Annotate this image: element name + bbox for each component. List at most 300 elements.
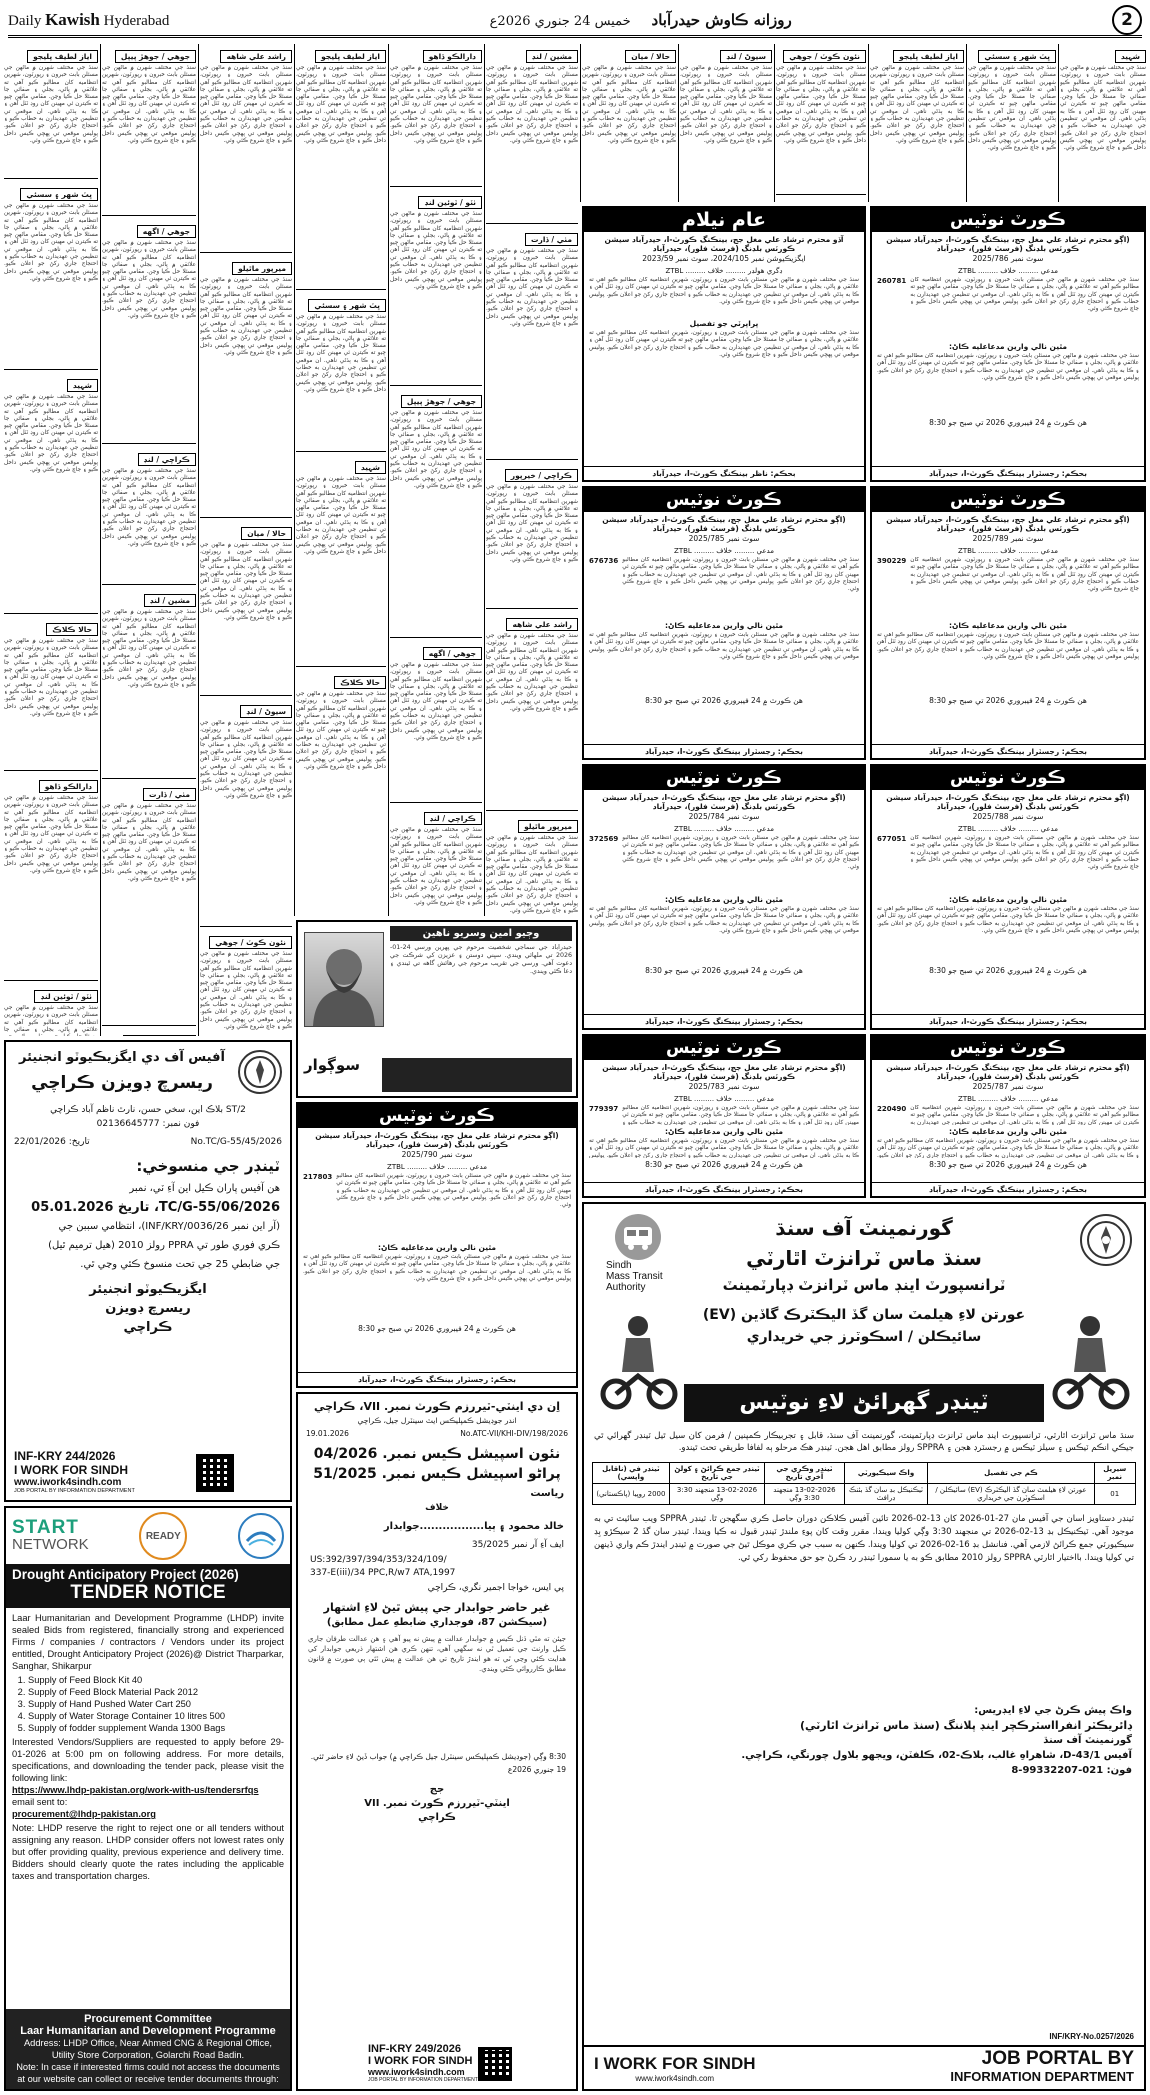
atc-iwork-url[interactable]: www.iwork4sindh.com: [368, 2067, 465, 2077]
article-headline: ڀٽ شهر ۽ سسئي: [20, 188, 98, 201]
news-column: [968, 44, 1056, 202]
article-text: سنڌ جي مختلف شهرن ۾ ماڻهن جي مسئلن بابت خبرون ۽ رپورٽون، شهرين انتظاميه کان مطالبو ڪيو آهي ته علائقي ۾ پاڻي، بجلي ۽ صفائي جا مسئلا حل ڪيا وڃن. مقامي ماڻهن چيو ته ڪيترن ئي مهينن کان روڊ ٽٽل آهن ۽ ڪا به ٻڌڻي ناهي. ان موقعي تي تنظيمن جي عهديدارن به خطاب ڪيو ۽ احتجاج جاري رکڻ جو اعلان ڪيو. پوليس موقعي تي پهچي ڪيس داخل ڪيو ۽ جاچ شروع ڪئي وئي.: [4, 638, 98, 717]
atc-city: ڪراچي: [418, 1812, 456, 1823]
article-text: سنڌ جي مختلف شهرن ۾ ماڻهن جي مسئلن بابت خبرون ۽ رپورٽون، شهرين انتظاميه کان مطالبو ڪيو آهي ته علائقي ۾ پاڻي، بجلي ۽ صفائي جا مسئلا حل ڪيا وڃن. مقامي ماڻهن چيو ته ڪيترن ئي مهينن کان روڊ ٽٽل آهن ۽ ڪا به ٻڌڻي ناهي. ان موقعي تي تنظيمن جي عهديدارن به خطاب ڪيو ۽ احتجاج جاري رکڻ جو اعلان ڪيو. پوليس موقعي تي پهچي ڪيس داخل ڪيو ۽ جاچ شروع ڪئي وئي.: [486, 248, 578, 327]
article-headline: ڀٽ شهر ۽ سسئي: [978, 50, 1056, 63]
inf-number: INF-KRY 244/2026: [14, 1449, 116, 1463]
atc-hearing: 8:30 وڳي (جوڊيشل ڪمپليڪس سينٽرل جيل ڪراچي ۾) جواب ڏيڻ لاءِ حاضر ٿئي.: [310, 1752, 566, 1761]
auction-case-no: ايگزيڪيوشن نمبر 2024/105، سوٽ نمبر 2023/59: [642, 254, 806, 263]
notice-text: سنڌ جي مختلف شهرن ۾ ماڻهن جي مسئلن بابت خبرون ۽ رپورٽون، شهرين انتظاميه کان مطالبو ڪيو آهي ته علائقي ۾ پاڻي، بجلي ۽ صفائي جا مسئلا حل ڪيا وڃن. مقامي ماڻهن چيو ته ڪيترن ئي مهينن کان روڊ ٽٽل آهن ۽ ڪا به ٻڌڻي ناهي. ان موقعي تي تنظيمن جي عهديدارن به خطاب ڪيو ۽ احتجاج جاري رکڻ جو اعلان ڪيو. پوليس موقعي تي پهچي ڪيس داخل ڪيو ۽ جاچ شروع ڪئي وئي.: [336, 1173, 571, 1209]
divider: [200, 252, 292, 253]
list-item: 4. Supply of Water Storage Container 10 litres 500: [28, 1710, 284, 1722]
table-cell: 13-02-2026 منجهند 3:30 وڳي: [765, 1484, 844, 1505]
notice-body: سنڌ جي مختلف شهرن ۾ ماڻهن جي مسئلن بابت خبرون ۽ رپورٽون، شهرين انتظاميه کان مطالبو ڪيو آهي ته علائقي ۾ پاڻي، بجلي ۽ صفائي جا مسئلا حل ڪيا وڃن. مقامي ماڻهن چيو ته ڪيترن ئي مهينن کان روڊ ٽٽل آهن ۽ ڪا به ٻڌڻي ناهي. ان موقعي تي تنظيمن جي عهديدارن به خطاب ڪيو ۽ احتجاج جاري رکڻ جو اعلان ڪيو. پوليس موقعي تي پهچي ڪيس داخل ڪيو ۽ جاچ شروع ڪئي وئي.: [877, 906, 1139, 934]
smta-footer: [584, 2045, 1144, 2089]
urdu-title: روزانه ڪاوش حيدرآباد: [651, 10, 792, 29]
article-headline: ڪراچي / لنڊ: [138, 453, 196, 466]
qr-code-icon: [196, 1454, 234, 1492]
article-text: سنڌ جي مختلف شهرن ۾ ماڻهن جي مسئلن بابت خبرون ۽ رپورٽون، شهرين انتظاميه کان مطالبو ڪيو آهي ته علائقي ۾ پاڻي، بجلي ۽ صفائي جا مسئلا حل ڪيا وڃن. مقامي ماڻهن چيو ته ڪيترن ئي مهينن کان روڊ ٽٽل آهن ۽ ڪا به ٻڌڻي ناهي. ان موقعي تي تنظيمن جي عهديدارن به خطاب ڪيو ۽ احتجاج جاري رکڻ جو اعلان ڪيو. پوليس موقعي تي پهچي ڪيس داخل ڪيو ۽ جاچ شروع ڪئي وئي.: [296, 476, 386, 555]
smta-iwork-url[interactable]: www.iwork4sindh.com: [635, 2073, 715, 2083]
smta-contact-5: فون: 021-99332207-8: [1011, 1765, 1132, 1776]
article-text: سنڌ جي مختلف شهرن ۾ ماڻهن جي مسئلن بابت خبرون ۽ رپورٽون، شهرين انتظاميه کان مطالبو ڪيو آهي ته علائقي ۾ پاڻي، بجلي ۽ صفائي جا مسئلا حل ڪيا وڃن. مقامي ماڻهن چيو ته ڪيترن ئي مهينن کان روڊ ٽٽل آهن ۽ ڪا به ٻڌڻي ناهي. ان موقعي تي تنظيمن جي عهديدارن به خطاب ڪيو ۽ احتجاج جاري رکڻ جو اعلان ڪيو. پوليس موقعي تي پهچي ڪيس داخل ڪيو ۽ جاچ شروع ڪئي وئي.: [390, 65, 482, 144]
portrait-icon: [305, 933, 383, 1026]
scooter-rider-left-icon: [598, 1310, 678, 1410]
column-divider: [198, 44, 199, 1036]
body-line-4: ڪري فوري طور تي PPRA رولز 2010 (هيل ترميم ٿيل): [48, 1240, 280, 1251]
signatory-city: ڪراچي: [123, 1320, 173, 1335]
article-headline: دارالڪو ڏاهو: [423, 50, 482, 63]
list-item: 1. Supply of Feed Block Kit 40: [28, 1674, 284, 1686]
article-text: سنڌ جي مختلف شهرن ۾ ماڻهن جي مسئلن بابت خبرون ۽ رپورٽون، شهرين انتظاميه کان مطالبو ڪيو آهي ته علائقي ۾ پاڻي، بجلي ۽ صفائي جا مسئلا حل ڪيا وڃن. مقامي ماڻهن چيو ته ڪيترن ئي مهينن کان روڊ ٽٽل آهن ۽ ڪا به ٻڌڻي ناهي. ان موقعي تي تنظيمن جي عهديدارن به خطاب ڪيو ۽ احتجاج جاري رکڻ جو اعلان ڪيو. پوليس موقعي تي پهچي ڪيس داخل ڪيو ۽ جاچ شروع ڪئي وئي.: [680, 65, 772, 144]
article-headline: ميرپور ماٿيلو: [232, 262, 292, 275]
auction-sub: پراپرٽي جو تفصيل: [689, 319, 759, 328]
notice-amount-row: [584, 1105, 864, 1125]
atc-ref: No.ATC-VII/KHI-DIV/198/2026: [460, 1429, 568, 1438]
brand-name: Kawish: [45, 9, 100, 29]
table-cell: ٽيڪنيڪل بڊ سان گڏ بئنڪ ڊرافٽ: [844, 1484, 928, 1505]
court-notice: [582, 764, 866, 1030]
article-headline: ٺٽو / ٽوئين لنڊ: [418, 196, 482, 209]
table-cell: 13-02-2026 منجهند 3:30 وڳي: [669, 1484, 764, 1505]
notice-foot: بحڪم: رجسٽرار بينڪنگ ڪورٽ-I، حيدرآباد: [584, 744, 864, 758]
notice-court: (اڳو محترم ترشاد علي مغل جج، بينڪنگ ڪورٽ-I، حيدرآباد سيشن ڪورٽس بلڊنگ (فرسٽ فلور)، حيدرآباد: [602, 1063, 846, 1081]
notice-court: (اڳو محترم ترشاد علي مغل جج، بينڪنگ ڪورٽ-I، حيدرآباد سيشن ڪورٽس بلڊنگ (فرسٽ فلور)، حيدرآباد: [602, 793, 846, 811]
column-divider: [388, 44, 389, 916]
table-header-cell: ٽينڊر في (ناقابل واپسي): [593, 1463, 670, 1484]
notice-case-no: سوٽ نمبر 2025/785: [688, 534, 760, 543]
news-column: [870, 44, 964, 202]
auction-court: آڏو محترم ترشاد علي مغل جج، بينڪنگ ڪورٽ-I، حيدرآباد سيشن ڪورٽس بلڊنگ (فرسٽ فلور)، حيدرآباد: [604, 235, 844, 253]
notice-amount-row: [872, 835, 1144, 893]
lhdp-items-list: [12, 1674, 284, 1734]
body-line-1: هن آفيس پاران ڪيل اين آءِ ٽي، نمبر: [129, 1183, 280, 1194]
divider: [390, 802, 482, 803]
smta-contact-4: آفيس D-43/1، شاهراهِ غالب، بلاڪ-02، ڪلفٽن، ويجهو بلاول چورنگي، ڪراچي.: [741, 1750, 1132, 1761]
obituary-verse: [382, 1058, 572, 1092]
atc-iwork-label: I WORK FOR SINDH: [368, 2055, 473, 2067]
article-headline: ٺٽو / ٽوئين لنڊ: [34, 990, 98, 1003]
lhdp-logo-icon: [238, 1513, 284, 1559]
ref-number: No.TC/G-55/45/2026: [190, 1137, 282, 1147]
divider: [4, 178, 98, 179]
notice-text: سنڌ جي مختلف شهرن ۾ ماڻهن جي مسئلن بابت خبرون ۽ رپورٽون، شهرين انتظاميه کان مطالبو ڪيو آهي ته علائقي ۾ پاڻي، بجلي ۽ صفائي جا مسئلا حل ڪيا وڃن. مقامي ماڻهن چيو ته ڪيترن ئي مهينن کان روڊ ٽٽل آهن ۽ ڪا به ٻڌڻي ناهي. ان موقعي تي تنظيمن جي عهديدارن به خطاب ڪيو ۽ احتجاج جاري رکڻ جو اعلان ڪيو. پوليس موقعي تي پهچي ڪيس داخل ڪيو ۽ جاچ شروع ڪئي وئي.: [910, 835, 1139, 871]
table-cell: 2000 روپيا (پاڪستاني): [593, 1484, 670, 1505]
notice-banner: ڪورٽ نوٽيس: [872, 488, 1144, 512]
atc-versus: خلاف: [425, 1503, 449, 1513]
article-text: سنڌ جي مختلف شهرن ۾ ماڻهن جي مسئلن بابت خبرون ۽ رپورٽون، شهرين انتظاميه کان مطالبو ڪيو آهي ته علائقي ۾ پاڻي، بجلي ۽ صفائي جا مسئلا حل ڪيا وڃن. مقامي ماڻهن چيو ته ڪيترن ئي مهينن کان روڊ ٽٽل آهن ۽ ڪا به ٻڌڻي ناهي. ان موقعي تي تنظيمن جي عهديدارن به خطاب ڪيو ۽ احتجاج جاري رکڻ جو اعلان ڪيو. پوليس موقعي تي پهچي ڪيس داخل ڪيو ۽ جاچ شروع ڪئي وئي.: [486, 484, 578, 563]
atc-police-station: پي ايس، خواجا اجمير نگري، ڪراچي: [427, 1583, 564, 1593]
article-text: سنڌ جي مختلف شهرن ۾ ماڻهن جي مسئلن بابت خبرون ۽ رپورٽون، شهرين انتظاميه کان مطالبو ڪيو آهي ته علائقي ۾ پاڻي، بجلي ۽ صفائي جا: [4, 1005, 98, 1033]
article-headline: حالا / ميان: [625, 50, 676, 63]
article-text: سنڌ جي مختلف شهرن ۾ ماڻهن جي مسئلن بابت خبرون ۽ رپورٽون، شهرين انتظاميه کان مطالبو ڪيو آهي ته علائقي ۾ پاڻي، بجلي ۽ صفائي جا مسئلا حل ڪيا وڃن. مقامي ماڻهن چيو ته ڪيترن ئي مهينن کان روڊ ٽٽل آهن ۽ ڪا به ٻڌڻي ناهي. ان موقعي تي تنظيمن جي عهديدارن به خطاب ڪيو ۽ احتجاج جاري رکڻ جو اعلان ڪيو. پوليس موقعي تي پهچي ڪيس داخل ڪيو ۽ جاچ شروع ڪئي وئي.: [200, 65, 292, 144]
divider: [4, 980, 98, 981]
ref-row: [6, 1129, 290, 1147]
atc-ref-row: [298, 1425, 576, 1442]
sindh-govt-seal-icon: [238, 1050, 282, 1094]
notice-sub: مٿين نالي وارين مدعاعليه ڪاڻ:: [664, 621, 784, 630]
article-headline: سيوڻ / لنڊ: [240, 705, 292, 718]
brand-line: [8, 10, 169, 30]
lhdp-footnote: Note: In case if interested firms could not access the documents at our website can collect or receive tender documents through:: [16, 2062, 280, 2084]
ready-logo: [139, 1512, 187, 1560]
article-headline: مٺي / ڏارت: [525, 233, 578, 246]
body-line-2: TC/G-55/06/2026، تاريخ 05.01.2026: [31, 1200, 280, 1215]
article-headline: نئون ڪوٽ / جوهي: [783, 50, 866, 63]
article-headline: جوهي / جوهڙ پيپل: [115, 50, 196, 63]
issue-date: خميس 24 جنوري 2026ع: [489, 13, 631, 29]
atc-inf: INF-KRY 249/2026: [368, 2043, 461, 2055]
article-headline: [123, 1035, 196, 1036]
smta-logo-3: Authority: [606, 1282, 646, 1293]
smta-logo-1: Sindh: [606, 1260, 632, 1271]
article-headline: ڪراچي / خيرپور: [505, 469, 578, 482]
notice-foot: بحڪم: رجسٽرار بينڪنگ ڪورٽ-I، حيدرآباد: [872, 466, 1144, 480]
notice-amount-row: [584, 557, 864, 619]
article-headline: مشين / لنڊ: [144, 594, 196, 607]
column-divider: [966, 44, 967, 202]
atc-notice: [296, 1392, 578, 2091]
lhdp-note: Note: LHDP reserve the right to reject one or all tenders without assigning any reason. LHDP consider offers not lowest rates only but offer providing quality, previous experience and delivery time. Bidders should clearly quote the rates including the applicable taxes and transportation charges.: [12, 1823, 284, 1881]
notice-amount-row: [872, 277, 1144, 340]
atc-judge: جج: [429, 1784, 445, 1795]
article-headline: سيوڻ / لنڊ: [720, 50, 772, 63]
column-divider: [580, 44, 581, 202]
article-headline: شہيد: [1115, 50, 1146, 63]
smta-govt-seal-icon: [1080, 1214, 1132, 1266]
notice-amount: 260781: [877, 277, 907, 285]
article-text: سنڌ جي مختلف شهرن ۾ ماڻهن جي مسئلن بابت خبرون ۽ رپورٽون، شهرين انتظاميه کان مطالبو ڪيو آهي ته علائقي ۾ پاڻي، بجلي ۽ صفائي جا مسئلا حل ڪيا وڃن. مقامي ماڻهن چيو ته ڪيترن ئي مهينن کان روڊ ٽٽل آهن ۽ ڪا به ٻڌڻي ناهي. ان موقعي تي تنظيمن جي عهديدارن به خطاب ڪيو ۽ احتجاج جاري رکڻ جو اعلان ڪيو. پوليس موقعي تي پهچي ڪيس داخل ڪيو ۽ جاچ شروع ڪئي وئي.: [486, 835, 578, 914]
notice-court: (اڳو محترم ترشاد علي مغل جج، بينڪنگ ڪورٽ-I، حيدرآباد سيشن ڪورٽس بلڊنگ (فرسٽ فلور)، حيدرآباد: [886, 793, 1130, 811]
divider: [486, 223, 578, 224]
body-line-5: جي ضابطي 25 جي تحت منسوخ ڪئي وڃي ٿي.: [80, 1259, 280, 1270]
news-column: [776, 44, 866, 202]
table-cell: 01: [1094, 1484, 1135, 1505]
signatory-division: ريسرچ ڊويزن: [105, 1301, 191, 1316]
article-text: سنڌ جي مختلف شهرن ۾ ماڻهن جي مسئلن بابت خبرون ۽ رپورٽون، شهرين انتظاميه کان مطالبو ڪيو آهي ته علائقي ۾ پاڻي، بجلي ۽ صفائي جا مسئلا حل ڪيا وڃن. مقامي ماڻهن چيو ته ڪيترن ئي مهينن کان روڊ ٽٽل آهن ۽ ڪا به ٻڌڻي ناهي. ان موقعي تي تنظيمن جي عهديدارن به خطاب ڪيو ۽ احتجاج جاري رکڻ جو اعلان ڪيو. پوليس موقعي تي پهچي ڪيس داخل ڪيو ۽ جاچ شروع ڪئي وئي.: [390, 410, 482, 489]
smta-contact: [584, 1697, 1144, 1778]
article-text: سنڌ جي مختلف شهرن ۾ ماڻهن جي مسئلن بابت خبرون ۽ رپورٽون، شهرين انتظاميه کان مطالبو ڪيو آهي ته علائقي ۾ پاڻي، بجلي ۽ صفائي جا مسئلا حل ڪيا وڃن. مقامي ماڻهن چيو ته ڪيترن ئي مهينن کان روڊ ٽٽل آهن ۽ ڪا به ٻڌڻي ناهي. ان موقعي تي تنظيمن جي عهديدارن به خطاب ڪيو ۽ احتجاج جاري رکڻ جو اعلان ڪيو. پوليس موقعي تي پهچي ڪيس داخل ڪيو ۽ جاچ شروع ڪئي وئي.: [582, 65, 676, 144]
atc-case-old: پراڻو اسپيشل ڪيس نمبر. 51/2025: [313, 1466, 561, 1482]
article-text: سنڌ جي مختلف شهرن ۾ ماڻهن جي مسئلن بابت خبرون ۽ رپورٽون، شهرين انتظاميه کان مطالبو ڪيو آهي ته علائقي ۾ پاڻي، بجلي ۽ صفائي جا مسئلا حل ڪيا وڃن. مقامي ماڻهن چيو ته ڪيترن ئي مهينن کان روڊ ٽٽل آهن ۽ ڪا به ٻڌڻي ناهي. ان موقعي تي تنظيمن جي عهديدارن به خطاب ڪيو ۽ احتجاج جاري رکڻ جو اعلان ڪيو. پوليس موقعي تي پهچي ڪيس داخل ڪيو ۽ جاچ شروع ڪئي وئي.: [102, 609, 196, 688]
notice-foot: بحڪم: رجسٽرار بينڪنگ ڪورٽ-I، حيدرآباد: [872, 1014, 1144, 1028]
atc-sections-2: 337-E(iii)/34 PPC,R/w7 ATA,1997: [310, 1568, 456, 1578]
office-address: ST/2 بلاڪ اين، سخي حسن، نارٿ ناظم آباد ڪراچي: [50, 1105, 246, 1115]
office-phone: [6, 1119, 290, 1129]
divider: [486, 810, 578, 811]
notice-date: هن ڪورٽ ۾ 24 فيبروري 2026 تي صبح جو 8:30: [358, 1324, 516, 1333]
notice-body: سنڌ جي مختلف شهرن ۾ ماڻهن جي مسئلن بابت خبرون ۽ رپورٽون، شهرين انتظاميه کان مطالبو ڪيو آهي ته علائقي ۾ پاڻي، بجلي ۽ صفائي جا مسئلا حل ڪيا وڃن. مقامي ماڻهن چيو ته ڪيترن ئي مهينن کان روڊ ٽٽل آهن ۽ ڪا به ٻڌڻي ناهي. ان موقعي تي تنظيمن جي عهديدارن به خطاب ڪيو ۽ احتجاج جاري رکڻ جو اعلان ڪيو. پوليس موقعي تي پهچي ڪيس داخل ڪيو ۽ جاچ شروع ڪئي وئي.: [877, 632, 1139, 660]
atc-qr-code-icon: [478, 2047, 512, 2081]
notice-party: ZTBL ......... مدعي ......... خلاف: [958, 547, 1058, 555]
divider: [390, 186, 482, 187]
article-text: سنڌ جي مختلف شهرن ۾ ماڻهن جي مسئلن بابت خبرون ۽ رپورٽون، شهرين انتظاميه کان مطالبو ڪيو آهي ته علائقي ۾ پاڻي، بجلي ۽ صفائي جا مسئلا حل ڪيا وڃن. مقامي ماڻهن چيو ته ڪيترن ئي مهينن کان روڊ ٽٽل آهن ۽ ڪا به ٻڌڻي ناهي. ان موقعي تي تنظيمن جي عهديدارن به خطاب ڪيو ۽ احتجاج جاري رکڻ جو اعلان ڪيو. پوليس موقعي تي پهچي ڪيس داخل ڪيو ۽ جاچ شروع ڪئي وئي.: [870, 65, 964, 144]
court-notice: [582, 1034, 866, 1198]
notice-sub: مٿين نالي وارين مدعاعليه ڪاڻ:: [948, 621, 1068, 630]
article-headline: حالا ڪلاڪ: [46, 623, 98, 636]
smta-portal-1: JOB PORTAL BY: [981, 2048, 1134, 2069]
article-headline: جوهي / اگهه: [137, 225, 196, 238]
smta-terms: ٽينڊر دستاويز اسان جي آفيس مان 27-01-2026 کان 13-02-2026 تائين آفيس ڪلاڪن دوران حاصل ڪري سگهجن ٿا. ٽينڊر SPPRA ويب سائيٽ تي به موجود آهي. ٽيڪنيڪل بڊ 13-02-2026 تي منجهند 3:30 وڳي کوليا ويندا. مقرر وقت کان پوءِ ملندڙ ٽينڊر قبول نه ڪيا ويندا. ٽينڊر سان گڏ 2 سيڪڙو بِڊ سيڪيورٽي جمع ڪرائڻ لازمي آهي. فنانشل بڊ 16-02-2026 تي کوليا ويندا. ڪنهن به سبب جي ڪري موڪل ٿيڻ جي صورت ۾ ٽينڊر ايندڙ ڪم واري ڏينهن تي کوليا ويندا. بااختيار اٿارٽي SPPRA رولز 2010 مطابق ڪو به يا سمورا ٽينڊر رد ڪرڻ جو حق محفوظ رکي ٿي.: [594, 1514, 1134, 1563]
iwork-block: [14, 1449, 194, 1494]
atc-case-new: نئون اسپيشل ڪيس نمبر. 04/2026: [313, 1446, 561, 1462]
article-text: سنڌ جي مختلف شهرن ۾ ماڻهن جي مسئلن بابت خبرون ۽ رپورٽون، شهرين انتظاميه کان مطالبو ڪيو آهي ته علائقي ۾ پاڻي، بجلي ۽ صفائي جا مسئلا حل ڪيا وڃن. مقامي ماڻهن چيو ته ڪيترن ئي مهينن کان روڊ ٽٽل آهن ۽ ڪا به ٻڌڻي ناهي. ان موقعي تي تنظيمن جي عهديدارن به خطاب ڪيو ۽ احتجاج جاري رکڻ جو اعلان ڪيو. پوليس موقعي تي پهچي ڪيس داخل ڪيو ۽ جاچ شروع ڪئي وئي.: [4, 203, 98, 282]
portal-label: JOB PORTAL BY INFORMATION DEPARTMENT: [14, 1488, 135, 1494]
article-text: سنڌ جي مختلف شهرن ۾ ماڻهن جي مسئلن بابت خبرون ۽ رپورٽون، شهرين انتظاميه کان مطالبو ڪيو آهي ته علائقي ۾ پاڻي، بجلي ۽ صفائي جا مسئلا حل ڪيا وڃن. مقامي ماڻهن چيو ته ڪيترن ئي مهينن کان روڊ ٽٽل آهن ۽ ڪا به ٻڌڻي ناهي. ان موقعي تي تنظيمن جي عهديدارن به خطاب ڪيو ۽ احتجاج جاري رکڻ جو اعلان ڪيو. پوليس موقعي تي پهچي ڪيس داخل ڪيو ۽ جاچ شروع ڪئي وئي.: [200, 277, 292, 356]
article-headline: حالا / ميان: [241, 527, 292, 540]
notice-sub: مٿين نالي وارين مدعاعليه ڪاڻ:: [948, 342, 1068, 351]
notice-case-no: سوٽ نمبر 2025/783: [688, 1082, 760, 1091]
smta-dept: ٽرانسپورٽ اينڊ ماس ٽرانزٽ ڊپارٽمينٽ: [722, 1276, 1006, 1294]
article-headline: جوهي / اگهه: [423, 647, 482, 660]
smta-portal: [950, 2050, 1134, 2086]
table-header-cell: سيريل نمبر: [1094, 1463, 1135, 1484]
notice-court: (اڳو محترم ترشاد علي مغل جج، بينڪنگ ڪورٽ-I، حيدرآباد سيشن ڪورٽس بلڊنگ (فرسٽ فلور)، حيدرآباد: [602, 515, 846, 533]
lhdp-org: Laar Humanitarian and Development Programme: [20, 2025, 276, 2037]
smta-tender: [582, 1202, 1146, 2091]
iwork-url[interactable]: www.iwork4sindh.com: [14, 1477, 122, 1488]
notice-case-no: سوٽ نمبر 2025/787: [972, 1082, 1044, 1091]
divider: [200, 926, 292, 927]
article-text: سنڌ جي مختلف شهرن ۾ ماڻهن جي مسئلن بابت خبرون ۽ رپورٽون، شهرين انتظاميه کان مطالبو ڪيو آهي ته علائقي ۾ پاڻي، بجلي ۽ صفائي جا مسئلا حل ڪيا وڃن. مقامي ماڻهن چيو ته ڪيترن ئي مهينن کان روڊ ٽٽل آهن ۽ ڪا به ٻڌڻي ناهي. ان موقعي تي تنظيمن جي عهديدارن به خطاب ڪيو ۽ احتجاج جاري رکڻ جو اعلان ڪيو. پوليس موقعي تي پهچي ڪيس داخل ڪيو ۽ جاچ شروع ڪئي وئي.: [1060, 65, 1146, 152]
notice-body: سنڌ جي مختلف شهرن ۾ ماڻهن جي مسئلن بابت خبرون ۽ رپورٽون، شهرين انتظاميه کان مطالبو ڪيو آهي ته علائقي ۾ پاڻي، بجلي ۽ صفائي جا مسئلا حل ڪيا وڃن. مقامي ماڻهن چيو ته ڪيترن ئي مهينن کان روڊ ٽٽل آهن ۽ ڪا به ٻڌڻي ناهي. ان موقعي تي تنظيمن جي عهديدارن به خطاب ڪيو ۽ احتجاج جاري رکڻ جو اعلان ڪيو.: [877, 1138, 1139, 1158]
notice-amount: 220490: [877, 1105, 907, 1113]
notice-body: سنڌ جي مختلف شهرن ۾ ماڻهن جي مسئلن بابت خبرون ۽ رپورٽون، شهرين انتظاميه کان مطالبو ڪيو آهي ته علائقي ۾ پاڻي، بجلي ۽ صفائي جا مسئلا حل ڪيا وڃن. مقامي ماڻهن چيو ته ڪيترن ئي مهينن کان روڊ ٽٽل آهن ۽ ڪا به ٻڌڻي ناهي. ان موقعي تي تنظيمن جي عهديدارن به خطاب ڪيو ۽ احتجاج جاري رکڻ جو اعلان ڪيو. پوليس موقعي تي پهچي ڪيس داخل ڪيو ۽ جاچ شروع ڪئي وئي.: [589, 906, 859, 934]
notice-banner: ڪورٽ نوٽيس: [298, 1104, 576, 1128]
article-headline: راشد علي شاهه: [506, 618, 578, 631]
notice-date: هن ڪورٽ ۾ 24 فيبروري 2026 تي صبح جو 8:30: [645, 696, 803, 705]
notice-foot: بحڪم: رجسٽرار بينڪنگ ڪورٽ-I، حيدرآباد: [872, 744, 1144, 758]
cancellation-title: ٽينڊر جي منسوخي:: [136, 1157, 280, 1175]
table-row: [593, 1484, 1136, 1505]
atc-body: جيئن ته مٿي ڏنل ڪيس ۾ جوابدار عدالت ۾ پيش نه پيو آهي ۽ هن عدالت طرفان جاري ڪيل وارنٽ جي تعميل ٿي نه سگهي آهي، تنهن ڪري هن اشتهار ذريعي جوابدار کي هدايت ڪئي وڃي ٿي ته هو ايندڙ تاريخ تي هن عدالت ۾ پيش ٿئي ٻي صورت ۾ قانون مطابق ڪارروائي ڪئي ويندي.: [308, 1635, 566, 1673]
lhdp-email[interactable]: procurement@lhdp-pakistan.org: [12, 1809, 156, 1819]
notice-amount-row: [872, 1105, 1144, 1125]
article-headline: حالا ڪلاڪ: [334, 676, 386, 689]
article-text: سنڌ جي مختلف شهرن ۾ ماڻهن جي مسئلن بابت خبرون ۽ رپورٽون، شهرين انتظاميه کان مطالبو ڪيو آهي ته علائقي ۾ پاڻي، بجلي ۽ صفائي جا مسئلا حل ڪيا وڃن. مقامي ماڻهن چيو ته ڪيترن ئي مهينن کان روڊ ٽٽل آهن ۽ ڪا به ٻڌڻي ناهي. ان موقعي تي تنظيمن جي عهديدارن به خطاب ڪيو ۽ احتجاج جاري رکڻ جو اعلان ڪيو. پوليس موقعي تي پهچي ڪيس داخل ڪيو ۽ جاچ شروع ڪئي وئي.: [296, 691, 386, 770]
notice-foot: بحڪم: رجسٽرار بينڪنگ ڪورٽ-I، حيدرآباد: [584, 1014, 864, 1028]
notice-party: ZTBL ......... مدعي ......... خلاف: [958, 825, 1058, 833]
division-title: ريسرچ ڊويزن ڪراچي: [31, 1073, 213, 1093]
notice-banner: ڪورٽ نوٽيس: [872, 766, 1144, 790]
atc-fir: ايف آءِ آر نمبر 35/2025: [471, 1540, 564, 1550]
notice-date: هن ڪورٽ ۾ 24 فيبروري 2026 تي صبح جو 8:30: [645, 966, 803, 975]
notice-case-no: سوٽ نمبر 2025/786: [972, 254, 1044, 263]
smta-contact-2: ڊائريڪٽر انفرااسٽرڪچر اينڊ پلاننگ (سنڌ ماس ٽرانزٽ اٿارٽي): [800, 1719, 1132, 1732]
lhdp-address: Address: LHDP Office, Near Ahmed CNG & Regional Office, Utility Store Corporation, Golarchi Road Badin.: [23, 2038, 273, 2060]
notice-foot: بحڪم: رجسٽرار بينڪنگ ڪورٽ-I، حيدرآباد: [584, 1182, 864, 1196]
notice-text: سنڌ جي مختلف شهرن ۾ ماڻهن جي مسئلن بابت خبرون ۽ رپورٽون، شهرين انتظاميه کان مطالبو ڪيو آهي ته علائقي ۾ پاڻي، بجلي ۽ صفائي جا مسئلا حل ڪيا وڃن. مقامي ماڻهن چيو ته ڪيترن ئي مهينن کان روڊ ٽٽل آهن ۽ ڪا به ٻڌڻي ناهي. ان موقعي تي تنظيمن جي عهديدارن به خطاب ڪيو ۽ احتجاج جاري رکڻ جو اعلان ڪيو. پوليس موقعي تي پهچي ڪيس داخل ڪيو ۽ جاچ شروع ڪئي وئي.: [622, 835, 859, 871]
smta-inf: INF/KRY-No.0257/2026: [1049, 2032, 1134, 2041]
smta-contact-3: گورنمينٽ آف سنڌ: [1043, 1735, 1132, 1746]
date-value: 22/01/2026: [14, 1137, 66, 1147]
article-headline: اياز لطيف پليجو: [27, 50, 98, 63]
article-text: سنڌ جي مختلف شهرن ۾ ماڻهن جي مسئلن بابت خبرون ۽ رپورٽون، شهرين انتظاميه کان مطالبو ڪيو آهي ته علائقي ۾ پاڻي، بجلي ۽ صفائي جا مسئلا حل ڪيا وڃن. مقامي ماڻهن چيو ته ڪيترن ئي مهينن کان روڊ ٽٽل آهن ۽ ڪا به ٻڌڻي ناهي. ان موقعي تي تنظيمن جي عهديدارن به خطاب ڪيو ۽ احتجاج جاري رکڻ جو اعلان ڪيو. پوليس موقعي تي پهچي ڪيس داخل ڪيو ۽ جاچ شروع ڪئي وئي.: [102, 803, 196, 882]
smta-logo-2: Mass Transit: [606, 1271, 663, 1282]
notice-sub: مٿين نالي وارين مدعاعليه ڪاڻ:: [664, 1127, 784, 1136]
article-text: سنڌ جي مختلف شهرن ۾ ماڻهن جي مسئلن بابت خبرون ۽ رپورٽون، شهرين انتظاميه کان مطالبو ڪيو آهي ته علائقي ۾ پاڻي، بجلي ۽ صفائي جا مسئلا حل ڪيا وڃن. مقامي ماڻهن چيو ته ڪيترن ئي مهينن کان روڊ ٽٽل آهن ۽ ڪا به ٻڌڻي ناهي. ان موقعي تي تنظيمن جي عهديدارن به خطاب ڪيو ۽ احتجاج جاري رکڻ جو اعلان ڪيو. پوليس موقعي تي پهچي ڪيس داخل ڪيو ۽ جاچ شروع ڪئي وئي.: [200, 542, 292, 621]
smta-iwork: [594, 2054, 756, 2083]
signatory-title: ايگزيڪيوٽو انجنيئر: [89, 1282, 207, 1297]
smta-portal-2: INFORMATION DEPARTMENT: [950, 2069, 1134, 2084]
notice-case-no: سوٽ نمبر 2025/784: [688, 812, 760, 821]
auction-foot: بحڪم: ناظر بينڪنگ ڪورٽ-I، حيدرآباد: [584, 466, 864, 480]
divider: [4, 613, 98, 614]
article-text: سنڌ جي مختلف شهرن ۾ ماڻهن جي مسئلن بابت خبرون ۽ رپورٽون، شهرين انتظاميه کان مطالبو ڪيو آهي ته علائقي ۾ پاڻي، بجلي ۽ صفائي جا مسئلا حل ڪيا وڃن. مقامي ماڻهن چيو ته ڪيترن ئي مهينن کان روڊ ٽٽل آهن ۽ ڪا به ٻڌڻي ناهي. ان موقعي تي تنظيمن جي عهديدارن به خطاب ڪيو ۽ احتجاج جاري رکڻ جو اعلان ڪيو. پوليس موقعي تي پهچي ڪيس داخل ڪيو ۽ جاچ شروع ڪئي وئي.: [390, 662, 482, 741]
divider: [296, 451, 386, 452]
phone-number: 02136645777: [96, 1119, 160, 1129]
notice-text: سنڌ جي مختلف شهرن ۾ ماڻهن جي مسئلن بابت خبرون ۽ رپورٽون، شهرين انتظاميه کان مطالبو ڪيو آهي ته علائقي ۾ پاڻي، بجلي ۽ صفائي جا مسئلا حل ڪيا وڃن. مقامي ماڻهن چيو ته ڪيترن ئي مهينن کان روڊ ٽٽل آهن ۽ ڪا به ٻڌڻي ناهي. ان موقعي تي تنظيمن جي عهديدارن به خطاب ڪيو ۽ احتجاج جاري رکڻ جو اعلان ڪيو. پوليس موقعي تي پهچي ڪيس داخل ڪيو ۽ جاچ شروع ڪئي وئي.: [622, 557, 859, 593]
news-column: [680, 44, 772, 202]
divider: [200, 695, 292, 696]
notice-amount: 390229: [877, 557, 907, 565]
masthead: [8, 4, 1142, 38]
notice-amount: 372569: [589, 835, 619, 843]
obituary-text: حيدرآباد جي سماجي شخصيت مرحوم جي پهرين ورسي 24-01-2026 تي ملهائي ويندي. سڀني دوستن ۽ عزيزن کي شرڪت جي دعوت آهي. ورسي جي تقريب مرحوم جي رهائش گاهه تي ٿيندي ۽ دعا ڪئي ويندي.: [390, 944, 572, 975]
notice-date: هن ڪورٽ ۾ 24 فيبروري 2026 تي صبح جو 8:30: [929, 1160, 1087, 1169]
news-column: [200, 44, 292, 1036]
lhdp-tender: [4, 1506, 292, 2091]
table-header-cell: ڪم جي تفصيل: [928, 1463, 1094, 1484]
notice-body: سنڌ جي مختلف شهرن ۾ ماڻهن جي مسئلن بابت خبرون ۽ رپورٽون، شهرين انتظاميه کان مطالبو ڪيو آهي ته علائقي ۾ پاڻي، بجلي ۽ صفائي جا مسئلا حل ڪيا وڃن. مقامي ماڻهن چيو ته ڪيترن ئي مهينن کان روڊ ٽٽل آهن ۽ ڪا به ٻڌڻي ناهي. ان موقعي تي تنظيمن جي عهديدارن به خطاب ڪيو ۽ احتجاج جاري رکڻ جو اعلان ڪيو. پوليس موقعي تي پهچي ڪيس داخل ڪيو ۽ جاچ شروع ڪئي وئي.: [303, 1254, 571, 1282]
divider: [296, 666, 386, 667]
article-text: سنڌ جي مختلف شهرن ۾ ماڻهن جي مسئلن بابت خبرون ۽ رپورٽون، شهرين انتظاميه کان مطالبو ڪيو آهي ته علائقي ۾ پاڻي، بجلي ۽ صفائي جا مسئلا حل ڪيا وڃن. مقامي ماڻهن چيو ته ڪيترن ئي مهينن کان روڊ ٽٽل آهن ۽ ڪا به ٻڌڻي ناهي. ان موقعي تي تنظيمن جي عهديدارن به خطاب ڪيو ۽ احتجاج جاري رکڻ جو اعلان ڪيو. پوليس موقعي تي پهچي ڪيس داخل ڪيو ۽ جاچ شروع ڪئي وئي.: [486, 633, 578, 712]
divider: [4, 369, 98, 370]
article-headline: دارالڪو ڏاهو: [39, 780, 98, 793]
notice-foot: بحڪم: رجسٽرار بينڪنگ ڪورٽ-I، حيدرآباد: [298, 1372, 576, 1386]
article-text: سنڌ جي مختلف شهرن ۾ ماڻهن جي مسئلن بابت خبرون ۽ رپورٽون، شهرين انتظاميه کان مطالبو ڪيو آهي ته علائقي ۾ پاڻي، بجلي ۽ صفائي جا مسئلا حل ڪيا وڃن. مقامي ماڻهن چيو ته ڪيترن ئي مهينن کان روڊ ٽٽل آهن ۽ ڪا به ٻڌڻي ناهي. ان موقعي تي تنظيمن جي عهديدارن به خطاب ڪيو ۽ احتجاج جاري رکڻ جو اعلان ڪيو. پوليس موقعي تي پهچي ڪيس داخل ڪيو ۽ جاچ شروع ڪئي وئي.: [296, 65, 386, 144]
notice-banner: ڪورٽ نوٽيس: [872, 1036, 1144, 1060]
brand-prefix: Daily: [8, 12, 42, 29]
iwork-label: I WORK FOR SINDH: [14, 1463, 128, 1477]
brand-city: Hyderabad: [103, 12, 170, 29]
news-column: [102, 44, 196, 1036]
article-headline: جوهي / جوهڙ پيپل: [401, 395, 482, 408]
notice-body: سنڌ جي مختلف شهرن ۾ ماڻهن جي مسئلن بابت خبرون ۽ رپورٽون، شهرين انتظاميه کان مطالبو ڪيو آهي ته علائقي ۾ پاڻي، بجلي ۽ صفائي جا مسئلا حل ڪيا وڃن. مقامي ماڻهن چيو ته ڪيترن ئي مهينن کان روڊ ٽٽل آهن ۽ ڪا به ٻڌڻي ناهي. ان موقعي تي تنظيمن جي عهديدارن به خطاب ڪيو ۽ احتجاج جاري رکڻ جو اعلان ڪيو. پوليس موقعي تي پهچي ڪيس داخل ڪيو ۽ جاچ شروع ڪئي وئي.: [589, 632, 859, 660]
smta-iwork-label: I WORK FOR SINDH: [594, 2053, 756, 2073]
divider: [4, 770, 98, 771]
lhdp-committee: Procurement Committee: [84, 2013, 212, 2025]
lhdp-header: Drought Anticipatory Project (2026): [12, 1567, 239, 1582]
article-text: سنڌ جي مختلف شهرن ۾ ماڻهن جي مسئلن بابت خبرون ۽ رپورٽون، شهرين انتظاميه کان مطالبو ڪيو آهي ته علائقي ۾ پاڻي، بجلي ۽ صفائي جا مسئلا حل ڪيا وڃن. مقامي ماڻهن چيو ته ڪيترن ئي مهينن کان روڊ ٽٽل آهن ۽ ڪا به ٻڌڻي ناهي. ان موقعي تي تنظيمن جي عهديدارن به خطاب ڪيو ۽ احتجاج جاري رکڻ جو اعلان ڪيو. پوليس موقعي تي پهچي ڪيس داخل ڪيو ۽ جاچ شروع ڪئي وئي.: [200, 720, 292, 799]
notice-party: ZTBL ......... مدعي ......... خلاف: [674, 1095, 774, 1103]
article-headline: راشد علي شاهه: [220, 50, 292, 63]
atc-given-date: 19 جنوري 2026ع: [507, 1765, 566, 1774]
notice-party: ZTBL ......... مدعي ......... خلاف: [674, 825, 774, 833]
office-title: آفيس آف دي ايگزيڪيوٽو انجنيئر: [19, 1050, 225, 1065]
notice-court: (اڳو محترم ترشاد علي مغل جج، بينڪنگ ڪورٽ-I، حيدرآباد سيشن ڪورٽس بلڊنگ (فرسٽ فلور)، حيدرآباد: [315, 1131, 559, 1149]
notice-foot: بحڪم: رجسٽرار بينڪنگ ڪورٽ-I، حيدرآباد: [872, 1182, 1144, 1196]
obituary-title: سوڳوار: [304, 1056, 361, 1074]
table-header-cell: ٽينڊر وڪري جي آخري تاريخ: [765, 1463, 844, 1484]
news-column: [4, 44, 98, 1036]
obituary-photo: [304, 932, 384, 1027]
phone-label: فون نمبر:: [162, 1119, 200, 1129]
article-headline: ڪراچي / لنڊ: [424, 812, 482, 825]
article-headline: ڀٽ شهر ۽ سسئي: [308, 299, 386, 312]
article-text: سنڌ جي مختلف شهرن ۾ ماڻهن جي مسئلن بابت خبرون ۽ رپورٽون، شهرين انتظاميه کان مطالبو ڪيو آهي ته علائقي ۾ پاڻي، بجلي ۽ صفائي جا مسئلا حل ڪيا وڃن. مقامي ماڻهن چيو ته ڪيترن ئي مهينن کان روڊ ٽٽل آهن ۽ ڪا به ٻڌڻي ناهي. ان موقعي تي تنظيمن جي عهديدارن به خطاب ڪيو ۽ احتجاج جاري رکڻ جو اعلان ڪيو. پوليس موقعي تي پهچي ڪيس داخل ڪيو ۽ جاچ شروع ڪئي وئي.: [390, 827, 482, 906]
article-headline: ميرپور ماٿيلو: [518, 820, 578, 833]
atc-notice-title: غير حاضر جوابدار جي پيش ٿيڻ لاءِ اشتهار: [323, 1601, 551, 1614]
atc-notice-sub: (سيڪشن 87، فوجداري ضابطهِ عمل مطابق): [326, 1617, 548, 1628]
court-notice: [870, 206, 1146, 482]
divider: [776, 194, 866, 195]
column-divider: [868, 44, 869, 202]
column-divider: [774, 44, 775, 202]
news-column: [390, 44, 482, 916]
notice-sub: مٿين نالي وارين مدعاعليه ڪاڻ:: [948, 895, 1068, 904]
logo-start: START: [12, 1517, 79, 1538]
article-headline: شہيد: [67, 379, 98, 392]
lhdp-email-label: email sent to:: [12, 1797, 68, 1807]
smta-authority: سنڌ ماس ٽرانزٽ اٿارٽي: [746, 1246, 982, 1270]
article-headline: نئون ڪوٽ / جوهي: [209, 936, 292, 949]
atc-date: 19.01.2026: [306, 1429, 349, 1438]
atc-sections-1: US:392/397/394/353/324/109/: [310, 1555, 447, 1565]
notice-court: (اڳو محترم ترشاد علي مغل جج، بينڪنگ ڪورٽ-I، حيدرآباد سيشن ڪورٽس بلڊنگ (فرسٽ فلور)، حيدرآباد: [886, 1063, 1130, 1081]
smta-project: عورتن لاءِ هيلمٽ سان گڏ اليڪٽرڪ گاڏين (EV) سائيڪلن / اسڪوٽرز جي خريداري: [702, 1307, 1026, 1345]
logo-network: NETWORK: [12, 1536, 89, 1553]
smta-bus-icon: [615, 1214, 661, 1260]
lhdp-link[interactable]: https://www.lhdp-pakistan.org/work-with-us/tendersrfqs: [12, 1785, 259, 1795]
notice-party: ZTBL ......... مدعي ......... خلاف: [958, 1095, 1058, 1103]
smta-table-header: [593, 1463, 1136, 1484]
auction-body-2: سنڌ جي مختلف شهرن ۾ ماڻهن جي مسئلن بابت خبرون ۽ رپورٽون، شهرين انتظاميه کان مطالبو ڪيو آهي ته علائقي ۾ پاڻي، بجلي ۽ صفائي جا مسئلا حل ڪيا وڃن. مقامي ماڻهن چيو ته ڪيترن ئي مهينن کان روڊ ٽٽل آهن ۽ ڪا به ٻڌڻي ناهي. ان موقعي تي تنظيمن جي عهديدارن به خطاب ڪيو ۽ احتجاج جاري رکڻ جو اعلان ڪيو. پوليس موقعي تي پهچي ڪيس داخل ڪيو ۽ جاچ شروع ڪئي وئي.: [589, 330, 859, 358]
lhdp-footer: [6, 2009, 290, 2089]
article-headline: شہيد: [355, 461, 386, 474]
notice-date: هن ڪورٽ ۾ 24 فيبروري 2026 تي صبح جو 8:30: [929, 966, 1087, 975]
auction-party: ZTBL ......... ڊگري هولڊر ......... خلاف: [665, 267, 783, 275]
smta-hero: [584, 1304, 1144, 1426]
atc-party-state: رياست: [530, 1488, 564, 1499]
notice-party: ZTBL ......... مدعي ......... خلاف: [674, 547, 774, 555]
article-text: سنڌ جي مختلف شهرن ۾ ماڻهن جي مسئلن بابت خبرون ۽ رپورٽون، شهرين انتظاميه کان مطالبو ڪيو آهي ته علائقي ۾ پاڻي، بجلي ۽ صفائي جا مسئلا حل ڪيا وڃن. مقامي ماڻهن چيو ته ڪيترن ئي مهينن کان روڊ ٽٽل آهن ۽ ڪا به ٻڌڻي ناهي. ان موقعي تي تنظيمن جي عهديدارن به خطاب ڪيو ۽ احتجاج جاري رکڻ جو اعلان ڪيو. پوليس موقعي تي پهچي ڪيس داخل ڪيو ۽ جاچ شروع ڪئي وئي.: [200, 951, 292, 1030]
smta-table: [592, 1462, 1136, 1505]
article-text: سنڌ جي مختلف شهرن ۾ ماڻهن جي مسئلن بابت خبرون ۽ رپورٽون، شهرين انتظاميه کان مطالبو ڪيو آهي ته علائقي ۾ پاڻي، بجلي ۽ صفائي جا مسئلا حل ڪيا وڃن. مقامي ماڻهن چيو ته ڪيترن ئي مهينن کان روڊ ٽٽل آهن ۽ ڪا به ٻڌڻي ناهي. ان موقعي تي تنظيمن جي عهديدارن به خطاب ڪيو ۽ احتجاج جاري رکڻ جو اعلان ڪيو. پوليس موقعي تي پهچي ڪيس داخل ڪيو ۽ جاچ شروع ڪئي وئي.: [4, 65, 98, 144]
divider: [296, 289, 386, 290]
notice-body: سنڌ جي مختلف شهرن ۾ ماڻهن جي مسئلن بابت خبرون ۽ رپورٽون، شهرين انتظاميه کان مطالبو ڪيو آهي ته علائقي ۾ پاڻي، بجلي ۽ صفائي جا مسئلا حل ڪيا وڃن. مقامي ماڻهن چيو ته ڪيترن ئي مهينن کان روڊ ٽٽل آهن ۽ ڪا به ٻڌڻي ناهي. ان موقعي تي تنظيمن جي عهديدارن به خطاب ڪيو ۽ احتجاج جاري رکڻ جو اعلان ڪيو. پوليس موقعي تي پهچي ڪيس داخل ڪيو ۽ جاچ شروع ڪئي وئي.: [877, 353, 1139, 381]
table-header-cell: واڪ سيڪيورٽي: [844, 1463, 928, 1484]
court-notice: [870, 1034, 1146, 1198]
court-notice: [870, 764, 1146, 1030]
notice-text: سنڌ جي مختلف شهرن ۾ ماڻهن جي مسئلن بابت خبرون ۽ رپورٽون، شهرين انتظاميه کان مطالبو ڪيو آهي ته علائقي ۾ پاڻي، بجلي ۽ صفائي جا مسئلا حل ڪيا وڃن. مقامي ماڻهن چيو ته ڪيترن ئي مهينن کان روڊ ٽٽل آهن ۽ ڪا به ٻڌڻي ناهي. ان موقعي تي تنظيمن جي عهديدارن به: [910, 1105, 1139, 1125]
court-notice: [296, 1102, 578, 1388]
notice-body: سنڌ جي مختلف شهرن ۾ ماڻهن جي مسئلن بابت خبرون ۽ رپورٽون، شهرين انتظاميه کان مطالبو ڪيو آهي ته علائقي ۾ پاڻي، بجلي ۽ صفائي جا مسئلا حل ڪيا وڃن. مقامي ماڻهن چيو ته ڪيترن ئي مهينن کان روڊ ٽٽل آهن ۽ ڪا به ٻڌڻي ناهي. ان موقعي تي تنظيمن جي عهديدارن به خطاب ڪيو ۽ احتجاج جاري رکڻ جو اعلان ڪيو. پوليس: [589, 1138, 859, 1158]
news-column: [1060, 44, 1146, 202]
divider: [390, 637, 482, 638]
article-text: سنڌ جي مختلف شهرن ۾ ماڻهن جي مسئلن بابت خبرون ۽ رپورٽون، شهرين انتظاميه کان مطالبو ڪيو آهي ته علائقي ۾ پاڻي، بجلي ۽ صفائي جا مسئلا حل ڪيا وڃن. مقامي ماڻهن چيو ته ڪيترن ئي مهينن کان روڊ ٽٽل آهن ۽ ڪا به ٻڌڻي ناهي. ان موقعي تي تنظيمن جي عهديدارن به خطاب ڪيو ۽ احتجاج جاري رکڻ جو اعلان ڪيو. پوليس موقعي تي پهچي ڪيس داخل ڪيو ۽ جاچ شروع ڪئي وئي.: [390, 211, 482, 290]
divider: [102, 778, 196, 779]
urdu-masthead: [490, 11, 792, 29]
start-network-logo: [12, 1519, 89, 1553]
table-cell: عورتن لاءِ هيلمٽ سان گڏ اليڪٽرڪ (EV) سائيڪلن / اسڪوٽرن جي خريداري: [928, 1484, 1094, 1505]
notice-banner: ڪورٽ نوٽيس: [872, 208, 1144, 232]
notice-case-no: سوٽ نمبر 2025/790: [401, 1150, 473, 1159]
ready-label: READY: [145, 1530, 181, 1542]
auction-body-1: سنڌ جي مختلف شهرن ۾ ماڻهن جي مسئلن بابت خبرون ۽ رپورٽون، شهرين انتظاميه کان مطالبو ڪيو آهي ته علائقي ۾ پاڻي، بجلي ۽ صفائي جا مسئلا حل ڪيا وڃن. مقامي ماڻهن چيو ته ڪيترن ئي مهينن کان روڊ ٽٽل آهن ۽ ڪا به ٻڌڻي ناهي. ان موقعي تي تنظيمن جي عهديدارن به خطاب ڪيو ۽ احتجاج جاري رکڻ جو اعلان ڪيو. پوليس موقعي تي پهچي ڪيس داخل ڪيو ۽ جاچ شروع ڪئي وئي.: [589, 277, 859, 305]
divider: [200, 517, 292, 518]
court-notice: [870, 486, 1146, 760]
page-number: 2: [1112, 5, 1142, 35]
body-line-3: (آر اين نمبر INF/KRY/0036/26)، انتظامي سببن جي: [58, 1221, 280, 1232]
scooter-rider-right-icon: [1050, 1310, 1130, 1410]
notice-date: هن ڪورٽ ۾ 24 فيبروري 2026 تي صبح جو 8:30: [929, 418, 1087, 427]
notice-sub: مٿين نالي وارين مدعاعليه ڪاڻ:: [664, 895, 784, 904]
article-headline: اياز لطيف پليجو: [315, 50, 386, 63]
notice-banner: ڪورٽ نوٽيس: [584, 766, 864, 790]
divider: [486, 459, 578, 460]
lhdp-logos: [6, 1508, 290, 1564]
smta-logo: [598, 1214, 678, 1293]
